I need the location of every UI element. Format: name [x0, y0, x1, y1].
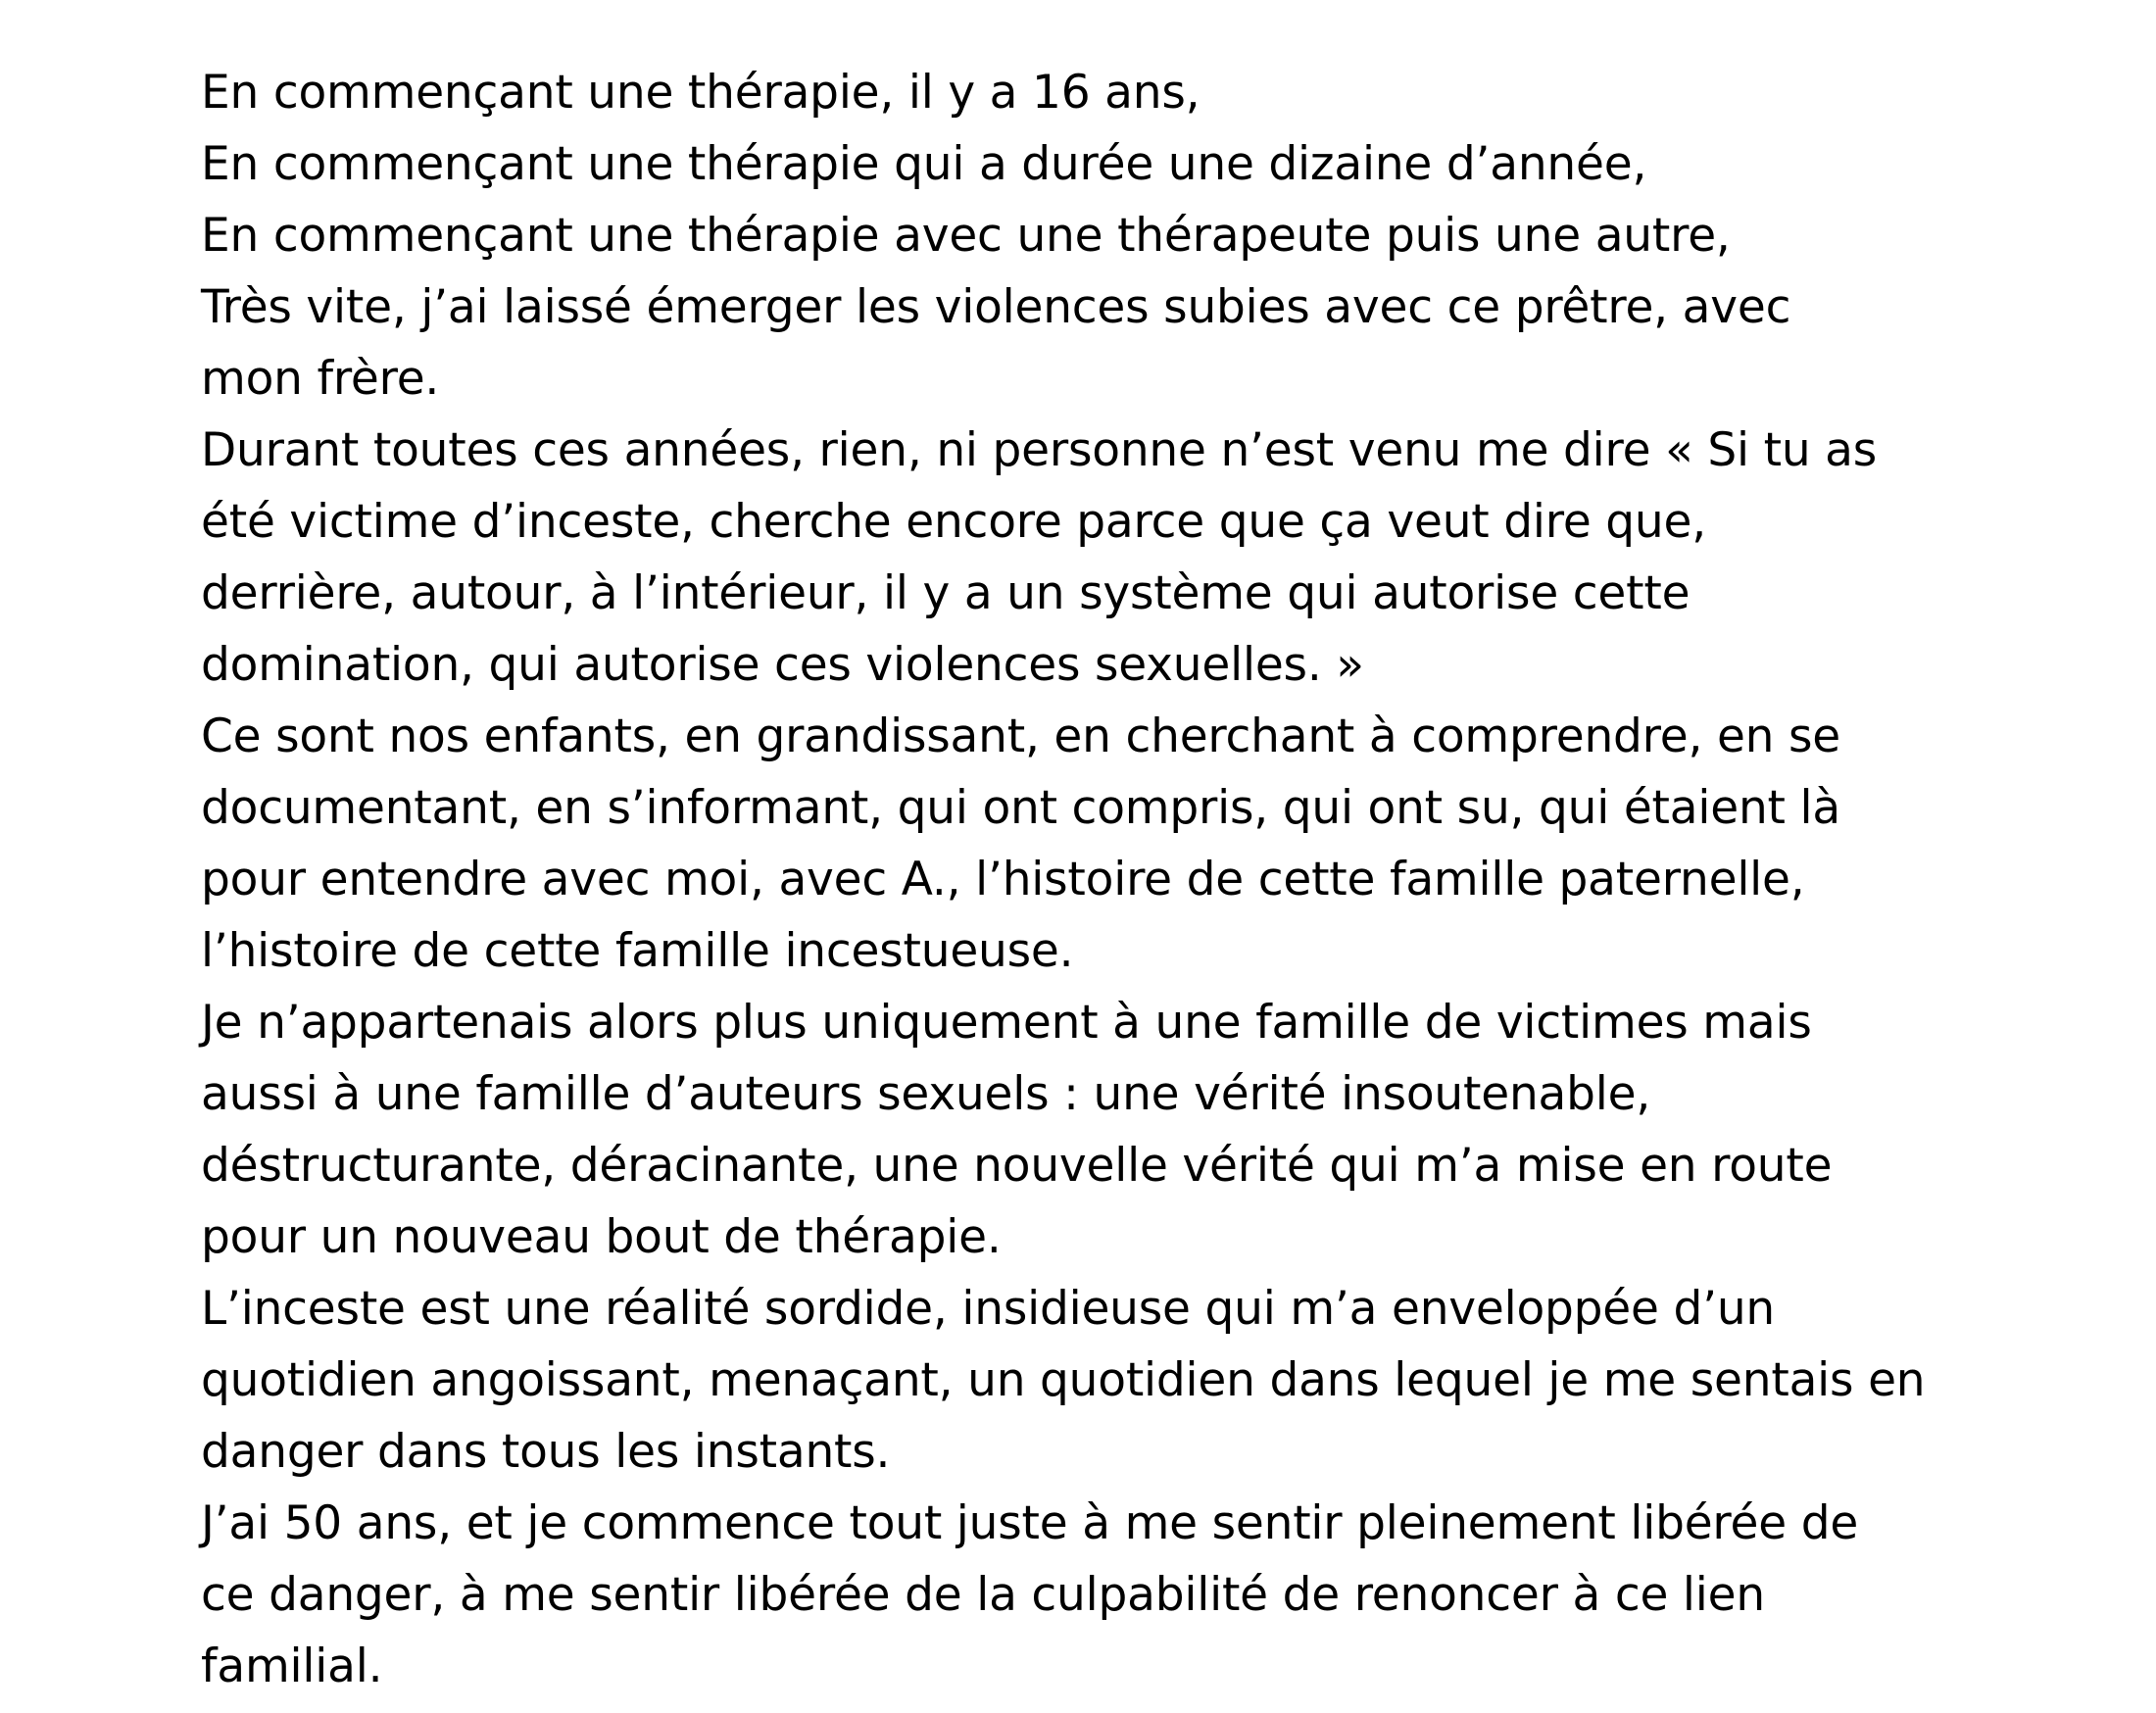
text-line: aussi à une famille d’auteurs sexuels : une vérité insoutenable,	[201, 1067, 1651, 1121]
text-line: Je n’appartenais alors plus uniquement à une famille de victimes mais	[201, 996, 1812, 1050]
text-line: été victime d’inceste, cherche encore parce que ça veut dire que,	[201, 495, 1706, 549]
text-line: familial.	[201, 1640, 383, 1693]
text-line: quotidien angoissant, menaçant, un quotidien dans lequel je me sentais en	[201, 1353, 1926, 1407]
text-line: L’inceste est une réalité sordide, insidieuse qui m’a enveloppée d’un	[201, 1282, 1776, 1336]
text-line: déstructurante, déracinante, une nouvelle vérité qui m’a mise en route	[201, 1139, 1833, 1193]
text-line: danger dans tous les instants.	[201, 1425, 891, 1479]
text-line: mon frère.	[201, 352, 440, 406]
text-line: documentant, en s’informant, qui ont compris, qui ont su, qui étaient là	[201, 781, 1840, 835]
text-line: En commençant une thérapie avec une thérapeute puis une autre,	[201, 209, 1731, 263]
text-line: En commençant une thérapie, il y a 16 ans,	[201, 66, 1200, 120]
text-line: pour entendre avec moi, avec A., l’histoire de cette famille paternelle,	[201, 853, 1805, 906]
text-line: derrière, autour, à l’intérieur, il y a un système qui autorise cette	[201, 566, 1690, 620]
text-line: Très vite, j’ai laissé émerger les violences subies avec ce prêtre, avec	[201, 280, 1791, 334]
text-line: ce danger, à me sentir libérée de la culpabilité de renoncer à ce lien	[201, 1568, 1765, 1622]
text-line: En commençant une thérapie qui a durée une dizaine d’année,	[201, 137, 1647, 191]
text-line: domination, qui autorise ces violences sexuelles. »	[201, 638, 1364, 692]
text-line: l’histoire de cette famille incestueuse.	[201, 924, 1074, 978]
text-line: Ce sont nos enfants, en grandissant, en cherchant à comprendre, en se	[201, 710, 1841, 763]
text-line: J’ai 50 ans, et je commence tout juste à me sentir pleinement libérée de	[201, 1496, 1859, 1550]
text-line: pour un nouveau bout de thérapie.	[201, 1210, 1002, 1264]
document-text-block	[201, 57, 1965, 1702]
text-line: Durant toutes ces années, rien, ni personne n’est venu me dire « Si tu as	[201, 423, 1878, 477]
